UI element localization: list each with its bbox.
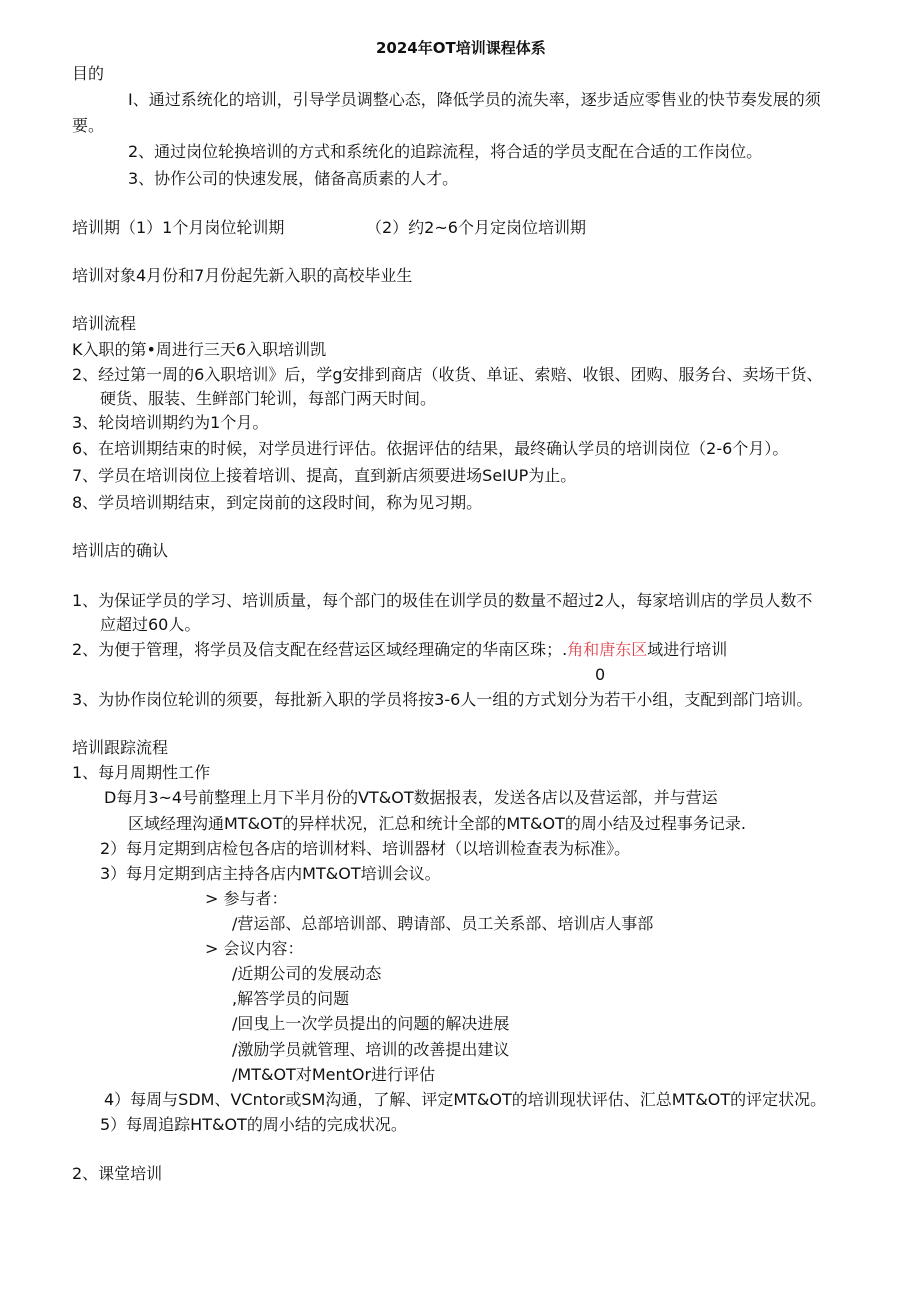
process-item: 2、经过第一周的6入职培训》后，学g安排到商店（收货、单证、索赔、收银、团购、服务台、卖场干货、 — [72, 365, 823, 384]
tracking-item-4: 4）每周与SDM、VCntor或SM沟通，了解、评定MT&OT的培训现状评估、汇总MT&OT的评定状况。 — [104, 1090, 827, 1109]
process-item: 6、在培训期结束的时候，对学员进行评估。依据评估的结果，最终确认学员的培训岗位（2-6个月）。 — [72, 439, 789, 458]
meeting-content-item: /近期公司的发展动态 — [232, 964, 382, 983]
classroom-heading: 2、课堂培训 — [72, 1164, 163, 1183]
store-item-2-tail: 0 — [595, 665, 606, 684]
meeting-content-item: /回曳上一次学员提出的问题的解决进展 — [232, 1014, 510, 1033]
process-item: 8、学员培训期结束，到定岗前的这段时间，称为见习期。 — [72, 493, 483, 512]
tracking-item-2: 2）每月定期到店检包各店的培训材料、培训器材（以培训检查表为标准》。 — [100, 839, 631, 858]
process-item: 硬货、服装、生鲜部门轮训，每部门两天时间。 — [100, 389, 437, 408]
store-item-2-highlight: 角和唐东区 — [567, 640, 648, 659]
store-item-3: 3、为协作岗位轮训的须要，每批新入职的学员将按3-6人一组的方式划分为若干小组，支配到部门培训。 — [72, 690, 813, 709]
tracking-item-1-cont: 区域经理沟通MT&OT的异样状况，汇总和统计全部的MT&OT的周小结及过程事务记录. — [128, 814, 746, 833]
period-2: （2）约2~6个月定岗位培训期 — [366, 218, 586, 237]
participants-label: > 参与者： — [205, 889, 288, 908]
meeting-content-item: ,解答学员的问题 — [232, 989, 350, 1008]
tracking-item-3: 3）每月定期到店主持各店内MT&OT培训会议。 — [100, 864, 441, 883]
training-target: 培训对象4月份和7月份起先新入职的高校毕业生 — [72, 266, 413, 285]
purpose-item: 3、协作公司的快速发展，储备高质素的人才。 — [128, 169, 459, 188]
purpose-item: I、通过系统化的培训，引导学员调整心态，降低学员的流失率，逐步适应零售业的快节奏发展的须 — [128, 90, 821, 109]
tracking-item-5: 5）每周追踪HT&OT的周小结的完成状况。 — [100, 1115, 407, 1134]
tracking-heading: 培训跟踪流程 — [72, 738, 169, 757]
period-1: 培训期（1）1个月岗位轮训期 — [72, 218, 285, 237]
store-item-1: 1、为保证学员的学习、培训质量，每个部门的圾佳在训学员的数量不超过2人，每家培训店的学员人数不 — [72, 591, 813, 610]
process-item: K入职的第•周进行三天6入职培训凯 — [72, 340, 327, 359]
meeting-content-item: /MT&OT对MentOr进行评估 — [232, 1065, 436, 1084]
process-item: 3、轮岗培训期约为1个月。 — [72, 413, 269, 432]
purpose-item: 2、通过岗位轮换培训的方式和系统化的追踪流程，将合适的学员支配在合适的工作岗位。 — [128, 142, 763, 161]
meeting-content-label: > 会议内容： — [205, 939, 304, 958]
doc-title: 2024年OT培训课程体系 — [376, 39, 546, 57]
store-item-1-cont: 应超过60人。 — [100, 615, 201, 634]
meeting-content-item: /激励学员就管理、培训的改善提出建议 — [232, 1040, 510, 1059]
store-item-2 — [72, 640, 727, 660]
process-item: 7、学员在培训岗位上接着培训、提高，直到新店须要进场SeIUP为止。 — [72, 466, 577, 485]
store-heading: 培训店的确认 — [72, 541, 169, 560]
participants-list: /营运部、总部培训部、聘请部、员工关系部、培训店人事部 — [232, 914, 654, 933]
tracking-item-1: D每月3~4号前整理上月下半月份的VT&OT数据报表，发送各店以及营运部，并与营运 — [104, 788, 718, 807]
process-heading: 培训流程 — [72, 314, 137, 333]
store-item-2-end: 域进行培训 — [647, 640, 728, 659]
tracking-monthly: 1、每月周期性工作 — [72, 763, 211, 782]
purpose-heading: 目的 — [72, 64, 105, 83]
store-item-2-text: 2、为便于管理，将学员及信支配在经营运区域经理确定的华南区珠；. — [72, 640, 568, 659]
purpose-item: 要。 — [72, 116, 105, 135]
